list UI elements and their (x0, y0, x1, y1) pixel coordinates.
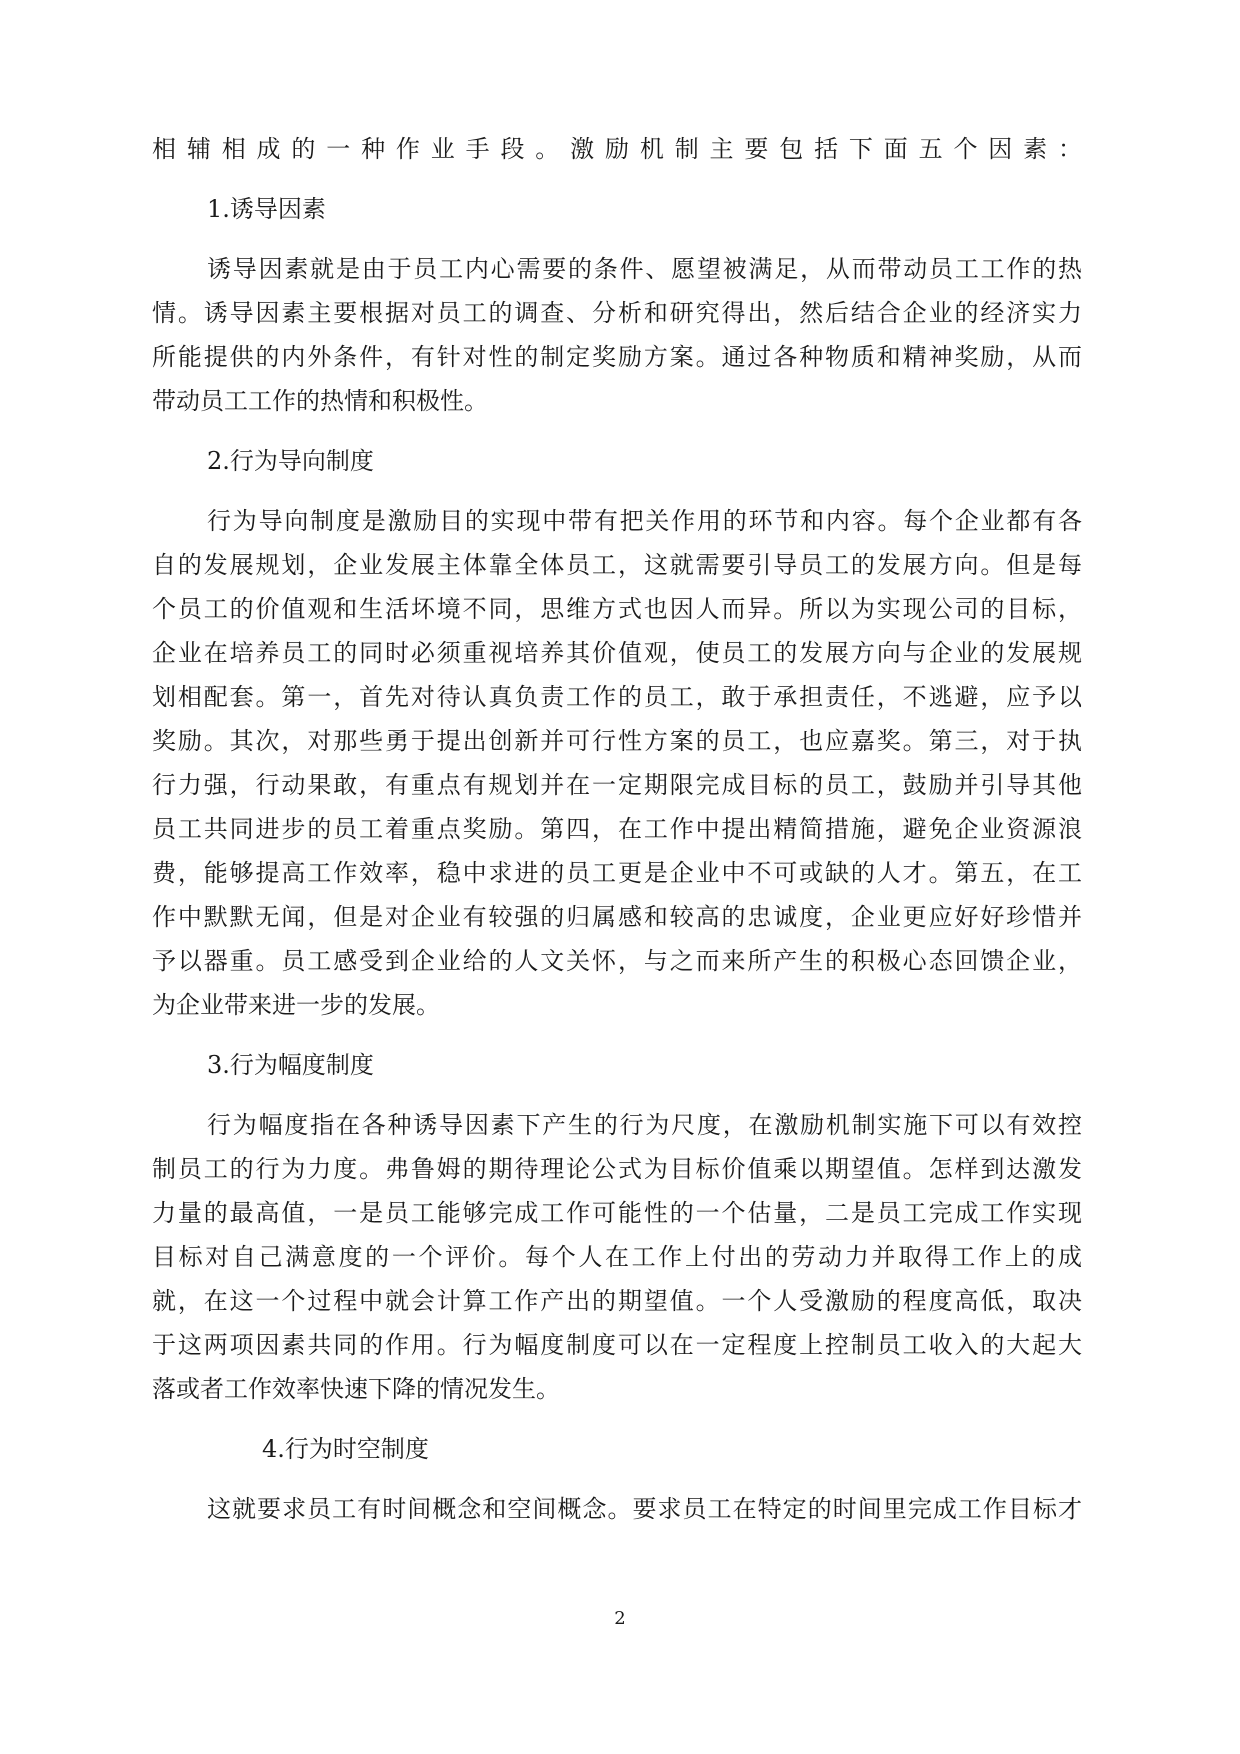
paragraph-line: 行为幅度指在各种诱导因素下产生的行为尺度，在激励机制实施下可以有效控 (207, 1111, 1082, 1139)
paragraph-line: 为企业带来进一步的发展。 (152, 991, 440, 1019)
section-heading: 2.行为导向制度 (207, 447, 374, 475)
paragraph-line: 行力强，行动果敢，有重点有规划并在一定期限完成目标的员工，鼓励并引导其他 (152, 771, 1082, 799)
section-heading: 1.诱导因素 (207, 195, 326, 223)
paragraph-line: 企业在培养员工的同时必须重视培养其价值观，使员工的发展方向与企业的发展规 (152, 639, 1082, 667)
paragraph-line: 自的发展规划，企业发展主体靠全体员工，这就需要引导员工的发展方向。但是每 (152, 551, 1082, 579)
paragraph-line: 所能提供的内外条件，有针对性的制定奖励方案。通过各种物质和精神奖励，从而 (152, 343, 1082, 371)
paragraph-line: 费，能够提高工作效率，稳中求进的员工更是企业中不可或缺的人才。第五，在工 (152, 859, 1082, 887)
page-number: 2 (614, 1608, 626, 1629)
paragraph-line: 就，在这一个过程中就会计算工作产出的期望值。一个人受激励的程度高低，取决 (152, 1287, 1082, 1315)
paragraph-line: 作中默默无闻，但是对企业有较强的归属感和较高的忠诚度，企业更应好好珍惜并 (152, 903, 1082, 931)
paragraph-line: 情。诱导因素主要根据对员工的调查、分析和研究得出，然后结合企业的经济实力 (152, 299, 1082, 327)
paragraph-line: 落或者工作效率快速下降的情况发生。 (152, 1375, 560, 1403)
section-heading: 4.行为时空制度 (262, 1435, 429, 1463)
paragraph-line: 诱导因素就是由于员工内心需要的条件、愿望被满足，从而带动员工工作的热 (207, 255, 1082, 283)
paragraph-line: 力量的最高值，一是员工能够完成工作可能性的一个估量，二是员工完成工作实现 (152, 1199, 1082, 1227)
paragraph-line: 予以器重。员工感受到企业给的人文关怀，与之而来所产生的积极心态回馈企业， (152, 947, 1082, 975)
paragraph-line: 个员工的价值观和生活坏境不同，思维方式也因人而异。所以为实现公司的目标， (152, 595, 1082, 623)
paragraph-line: 带动员工工作的热情和积极性。 (152, 387, 488, 415)
paragraph-line: 奖励。其次，对那些勇于提出创新并可行性方案的员工，也应嘉奖。第三，对于执 (152, 727, 1082, 755)
paragraph-line: 相辅相成的一种作业手段。激励机制主要包括下面五个因素： (152, 135, 1082, 163)
paragraph-line: 员工共同进步的员工着重点奖励。第四，在工作中提出精简措施，避免企业资源浪 (152, 815, 1082, 843)
paragraph-line: 于这两项因素共同的作用。行为幅度制度可以在一定程度上控制员工收入的大起大 (152, 1331, 1082, 1359)
paragraph-line: 制员工的行为力度。弗鲁姆的期待理论公式为目标价值乘以期望值。怎样到达激发 (152, 1155, 1082, 1183)
section-heading: 3.行为幅度制度 (207, 1051, 374, 1079)
paragraph-line: 行为导向制度是激励目的实现中带有把关作用的环节和内容。每个企业都有各 (207, 507, 1082, 535)
paragraph-line: 目标对自己满意度的一个评价。每个人在工作上付出的劳动力并取得工作上的成 (152, 1243, 1082, 1271)
paragraph-line: 划相配套。第一，首先对待认真负责工作的员工，敢于承担责任，不逃避，应予以 (152, 683, 1082, 711)
paragraph-line: 这就要求员工有时间概念和空间概念。要求员工在特定的时间里完成工作目标才 (207, 1495, 1082, 1523)
